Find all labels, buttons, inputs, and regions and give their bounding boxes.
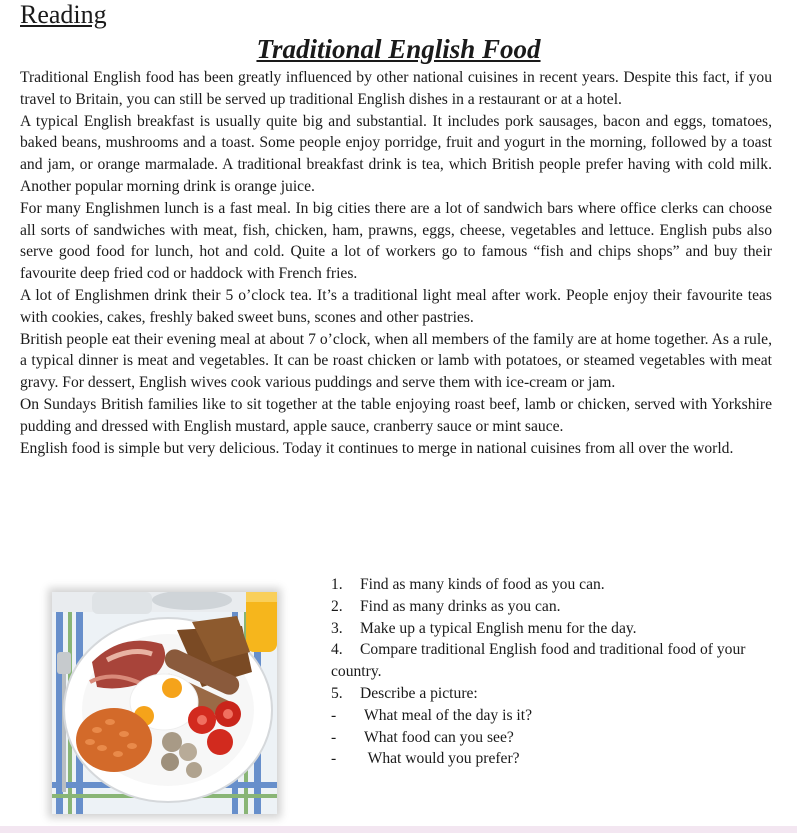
paragraph: A typical English breakfast is usually quite big and substantial. It includes pork sausages, bacon and eggs, tomatoes, baked beans, mushrooms and a toast. Some people enjoy porridge, fruit and yogurt in the morning, followed by a toast and jam, or orange marmalade. A traditional breakfast drink is tea, which British people prefer having with cold milk. Another popular morning drink is orange juice. (20, 112, 772, 195)
reading-text (20, 67, 772, 459)
list-item: 5. Describe a picture: (331, 684, 478, 702)
english-breakfast-photo (52, 592, 277, 814)
list-item: 2. Find as many drinks as you can. (331, 597, 561, 615)
paragraph: On Sundays British families like to sit together at the table enjoying roast beef, lamb or chicken, served with Yorkshire pudding and dressed with English mustard, apple sauce, cranberry sauce or mint sauce. (20, 395, 772, 435)
list-item: 4. Compare traditional English food and traditional food of your country. (331, 641, 746, 681)
list-item: - What food can you see? (331, 728, 514, 746)
paragraph: Traditional English food has been greatly influenced by other national cuisines in recent years. Despite this fact, if you travel to Britain, you can still be served up traditional English dishes in a restaurant or at a hotel. (20, 69, 772, 108)
list-item: - What would you prefer? (331, 750, 520, 768)
task-list (331, 574, 776, 770)
breakfast-image (52, 592, 277, 814)
list-item: 1. Find as many kinds of food as you can. (331, 576, 605, 593)
list-item: 3. Make up a typical English menu for the day. (331, 619, 637, 637)
paragraph: A lot of Englishmen drink their 5 o’clock tea. It’s a traditional light meal after work. People enjoy their favourite teas with cookies, cakes, freshly baked sweet buns, scones and other pastries. (20, 286, 772, 326)
page-title: Traditional English Food (256, 34, 541, 64)
paragraph: British people eat their evening meal at about 7 o’clock, when all members of the family are at home together. As a rule, a typical dinner is meat and vegetables. It can be roast chicken or lamb with potatoes, or steamed vegetables with meat gravy. For dessert, English wives cook various puddings and serve them with ice-cream or jam. (20, 330, 772, 392)
paragraph: English food is simple but very delicious. Today it continues to merge in national cuisines from all over the world. (20, 439, 734, 457)
page-bottom-edge (0, 826, 797, 833)
list-item: - What meal of the day is it? (331, 706, 533, 724)
section-heading: Reading (20, 0, 107, 29)
paragraph: For many Englishmen lunch is a fast meal. In big cities there are a lot of sandwich bars where office clerks can choose all sorts of sandwiches with meat, fish, chicken, ham, prawns, eggs, cheese, vegetables and lettuce. English pubs also serve good food for lunch, hot and cold. Quite a lot of workers go to famous “fish and chips shops” and buy their favourite deep fried cod or haddock with French fries. (20, 199, 772, 283)
